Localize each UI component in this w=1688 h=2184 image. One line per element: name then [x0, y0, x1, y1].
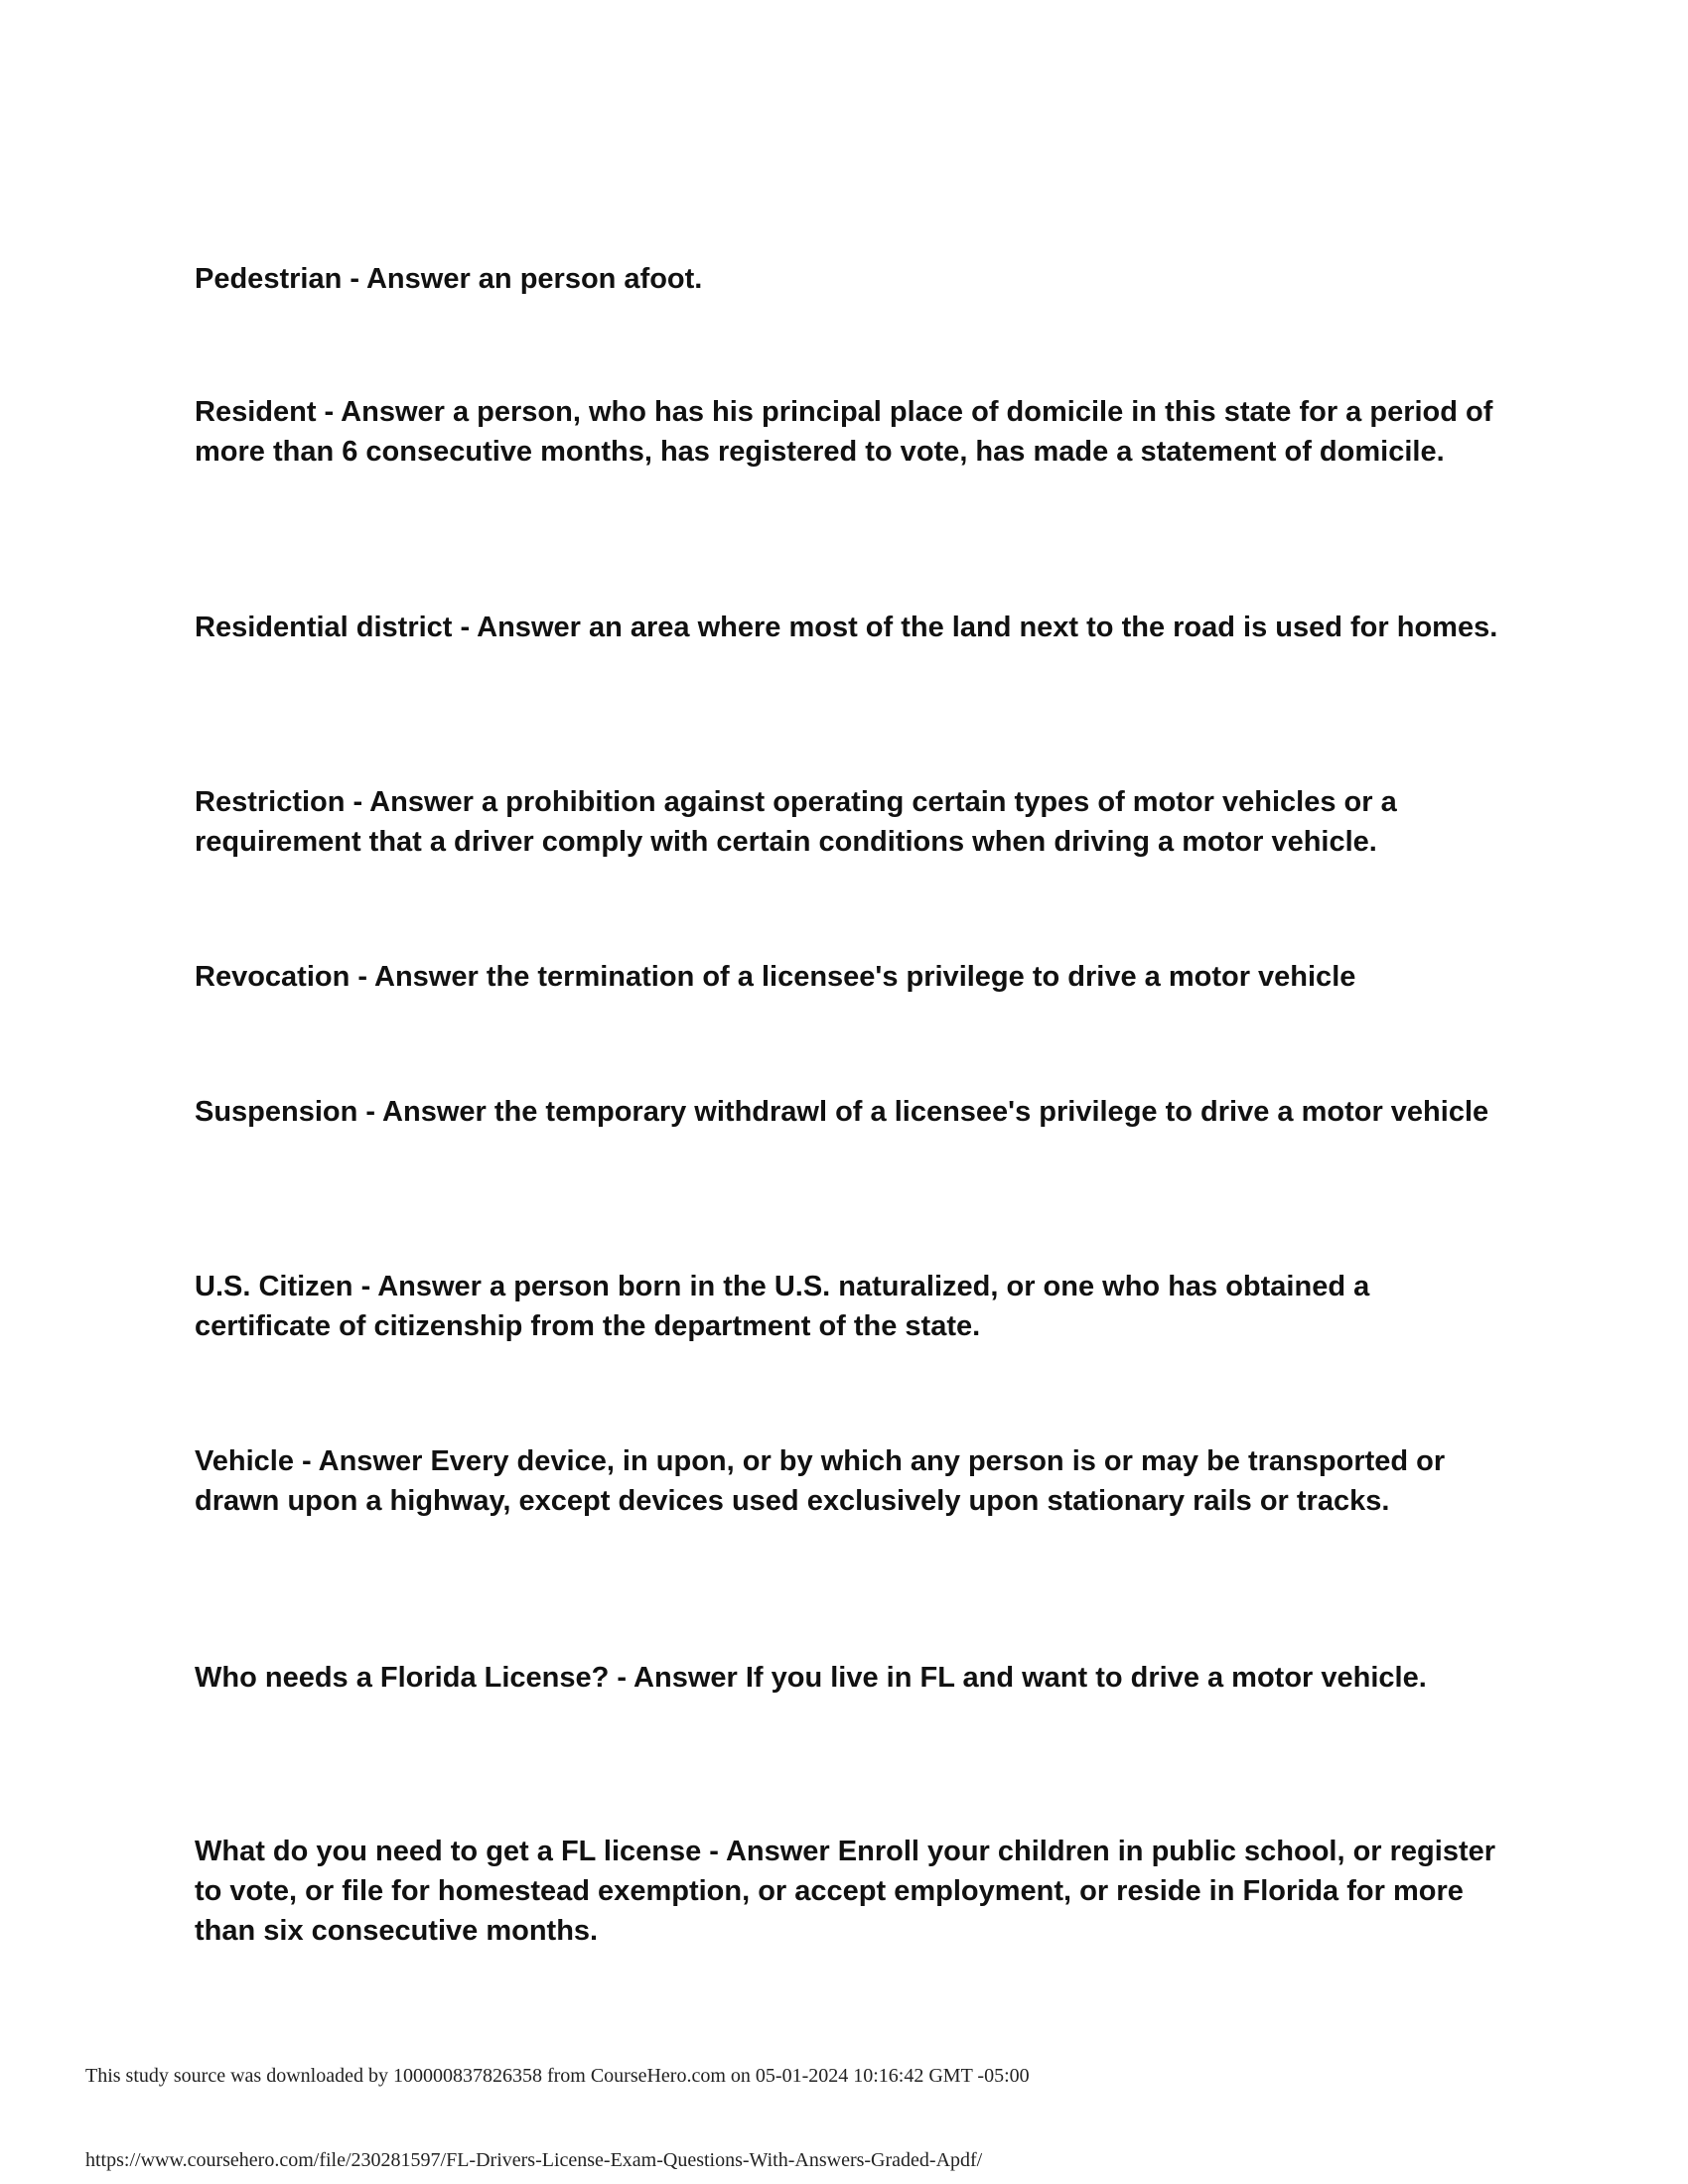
entry-pedestrian: Pedestrian - Answer an person afoot. — [195, 263, 703, 295]
entry-what-needed-for-license: What do you need to get a FL license - Answer Enroll your children in public school, or register to vote, or file for homestead exemption, or accept employment, or reside in Florida for more than six consecutive months. — [195, 1836, 1496, 1947]
entry-revocation: Revocation - Answer the termination of a licensee's privilege to drive a motor vehicle — [195, 961, 1356, 993]
entry-suspension: Suspension - Answer the temporary withdrawl of a licensee's privilege to drive a motor vehicle — [195, 1096, 1489, 1128]
entry-us-citizen: U.S. Citizen - Answer a person born in the U.S. naturalized, or one who has obtained a certificate of citizenship from the department of the state. — [195, 1271, 1370, 1342]
entry-restriction: Restriction - Answer a prohibition against operating certain types of motor vehicles or a requirement that a driver comply with certain conditions when driving a motor vehicle. — [195, 786, 1397, 858]
entry-residential-district: Residential district - Answer an area where most of the land next to the road is used for homes. — [195, 612, 1498, 643]
entry-resident: Resident - Answer a person, who has his principal place of domicile in this state for a period of more than 6 consecutive months, has registered to vote, has made a statement of domicile. — [195, 396, 1493, 468]
source-notice: This study source was downloaded by 100000837826358 from CourseHero.com on 05-01-2024 10:16:42 GMT -05:00 — [85, 2065, 1030, 2087]
source-url[interactable]: https://www.coursehero.com/file/230281597/FL-Drivers-License-Exam-Questions-With-Answers-Graded-Apdf/ — [85, 2149, 983, 2171]
entry-vehicle: Vehicle - Answer Every device, in upon, or by which any person is or may be transported or drawn upon a highway, except devices used exclusively upon stationary rails or tracks. — [195, 1445, 1446, 1517]
entry-who-needs-license: Who needs a Florida License? - Answer If you live in FL and want to drive a motor vehicle. — [195, 1662, 1427, 1694]
